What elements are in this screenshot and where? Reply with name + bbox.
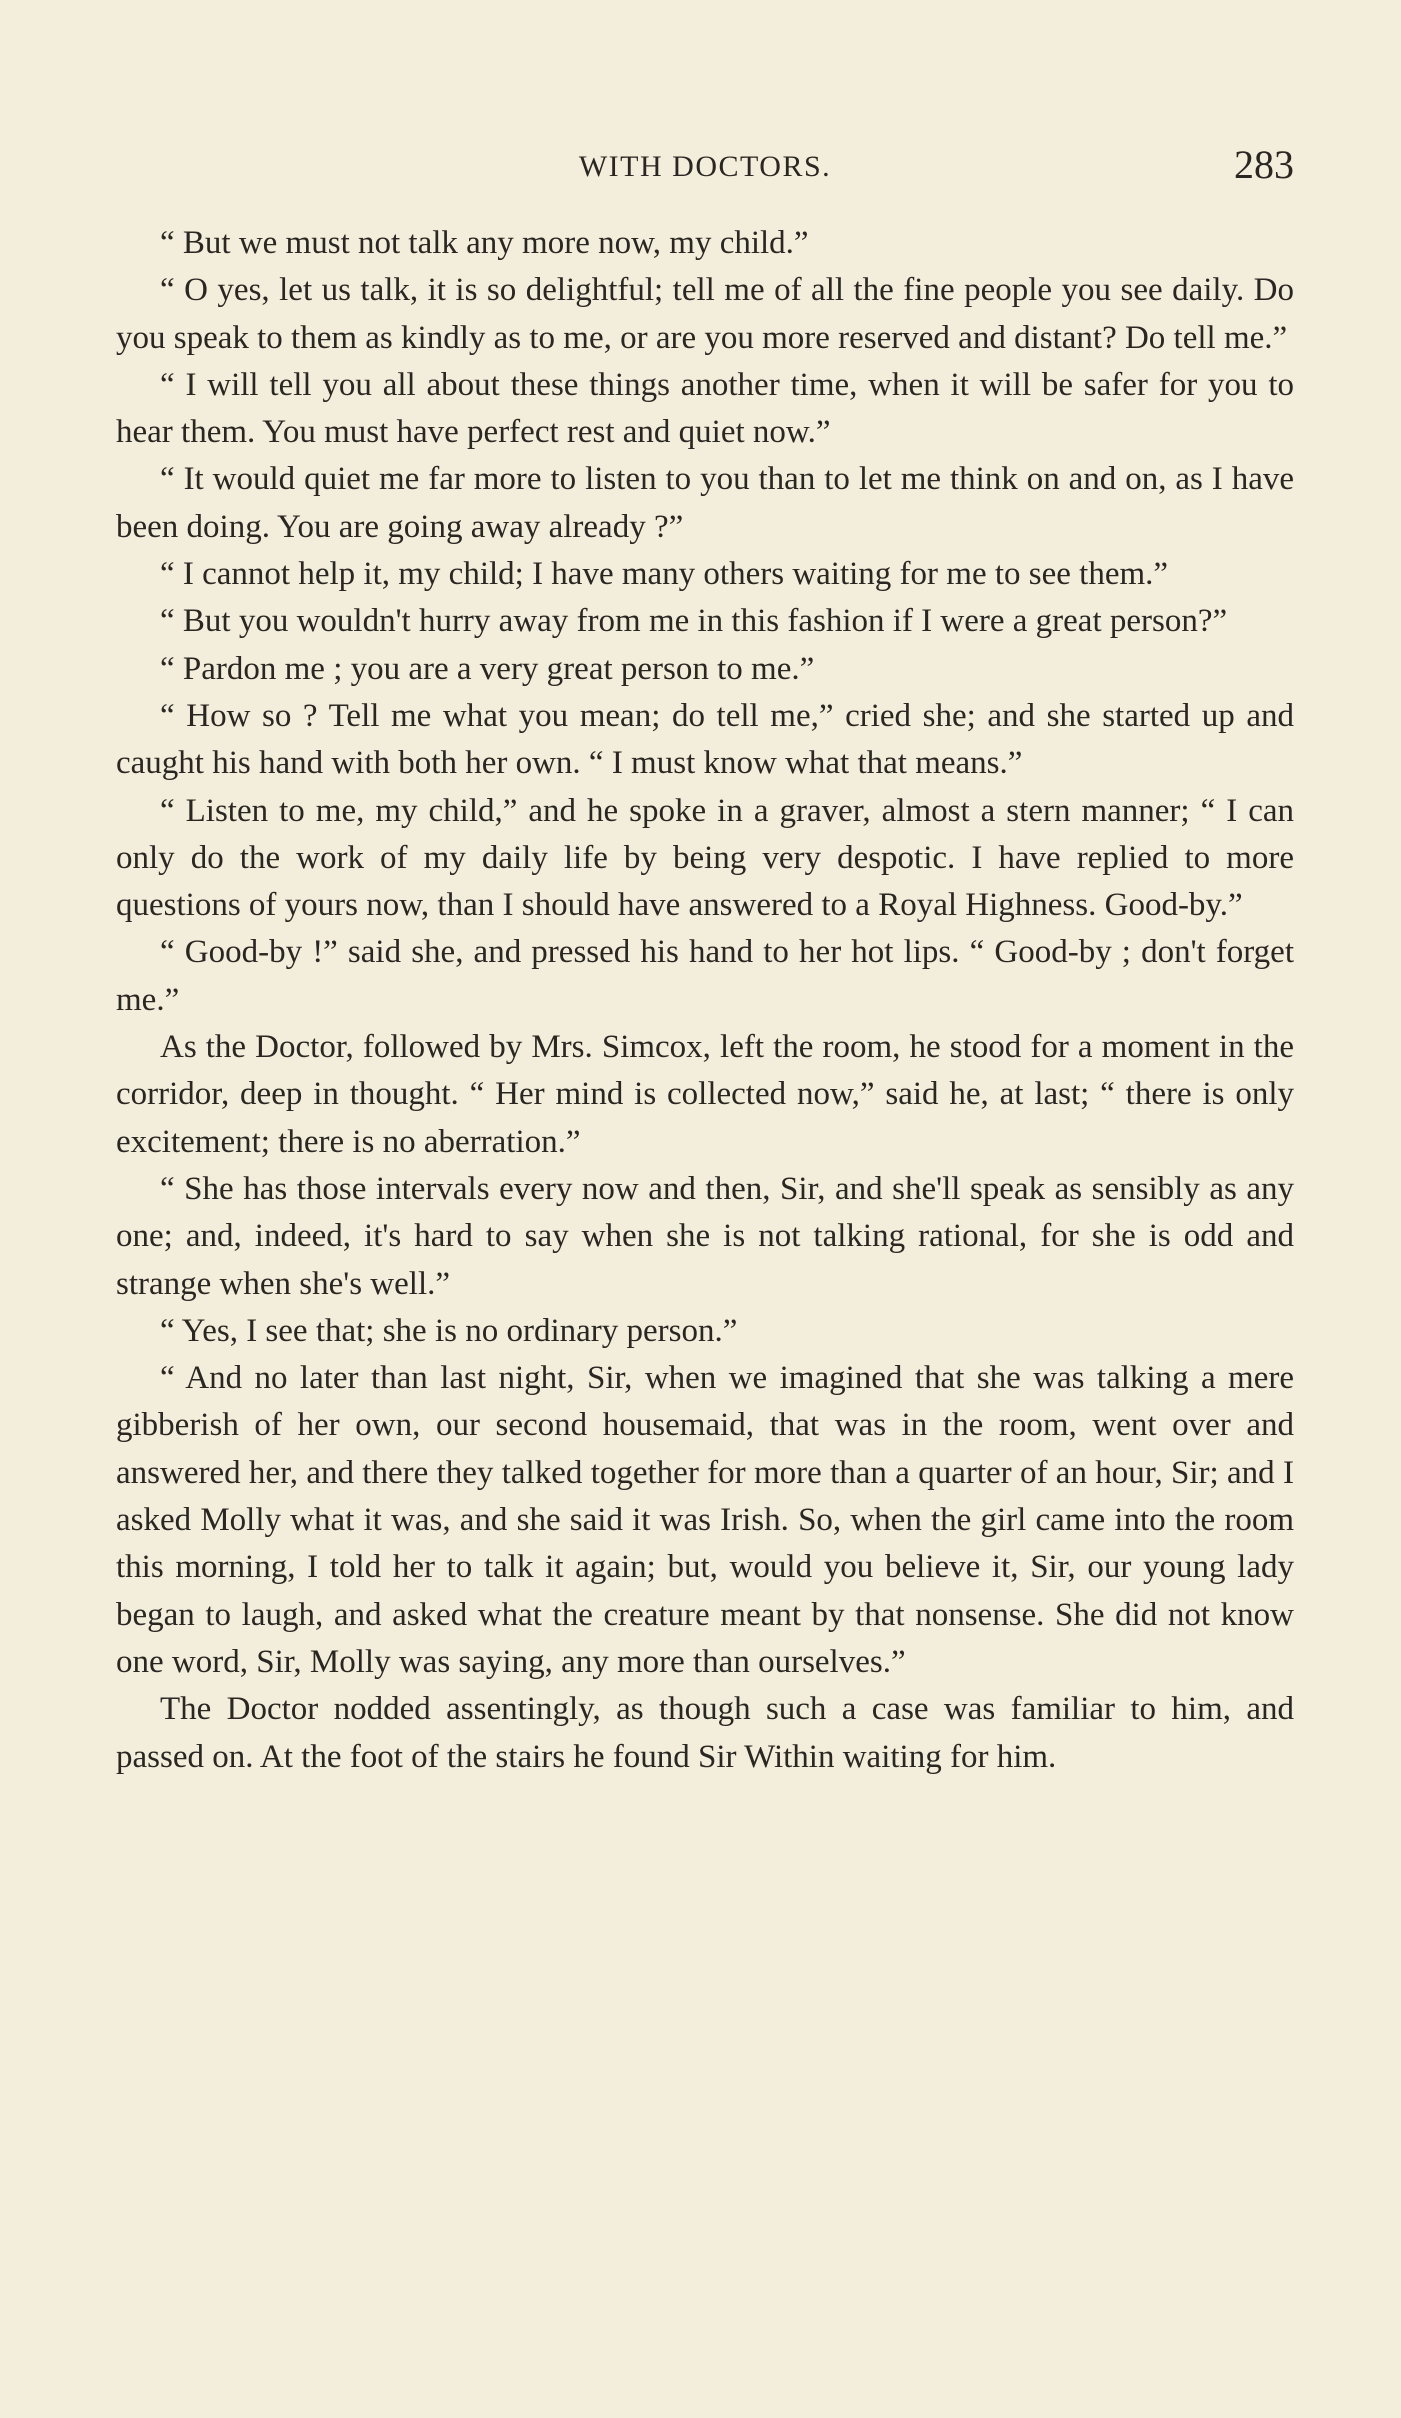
paragraph: “ O yes, let us talk, it is so delightful; tell me of all the fine people you see daily. Do you speak to them as kindly as to me, or are you more reserved and distant? Do tell me.” (116, 272, 1294, 356)
paragraph: “ She has those intervals every now and then, Sir, and she'll speak as sensibly as any one; and, indeed, it's hard to say when she is not talking rational, for she is odd and strange when she's well.” (116, 1170, 1294, 1302)
paragraph: “ Yes, I see that; she is no ordinary person.” (160, 1312, 738, 1349)
paragraph: “ How so ? Tell me what you mean; do tell me,” cried she; and she started up and caught his hand with both her own. “ I must know what that means.” (116, 697, 1294, 782)
running-head: WITH DOCTORS. (578, 150, 832, 183)
paragraph: “ Pardon me ; you are a very great person to me.” (160, 650, 815, 687)
paragraph: The Doctor nodded assentingly, as though such a case was familiar to him, and passed on. At the foot of the stairs he found Sir Within waiting for him. (116, 1691, 1294, 1775)
paragraph: “ I cannot help it, my child; I have many others waiting for me to see them.” (160, 556, 1169, 593)
page-header (116, 142, 1294, 192)
page-number: 283 (1234, 142, 1294, 187)
paragraph: “ But we must not talk any more now, my child.” (160, 225, 809, 261)
paragraph: “ And no later than last night, Sir, when we imagined that she was talking a mere gibberish of her own, our second housemaid, that was in the room, went over and answered her, and there they talked together for more than a quarter of an hour, Sir; and I asked Molly what it was, and she said it was Irish. So, when the girl came into the room this morning, I told her to talk it again; but, would you believe it, Sir, our young lady began to laugh, and asked what the creature meant by that nonsense. She did not know one word, Sir, Molly was saying, any more than ourselves.” (116, 1360, 1294, 1680)
paragraph: As the Doctor, followed by Mrs. Simcox, left the room, he stood for a moment in the corridor, deep in thought. “ Her mind is collected now,” said he, at last; “ there is only excitement; there is no aberration.” (116, 1029, 1294, 1160)
paragraph: “ I will tell you all about these things another time, when it will be safer for you to hear them. You must have perfect rest and quiet now.” (116, 366, 1294, 451)
paragraph: “ Listen to me, my child,” and he spoke in a graver, almost a stern manner; “ I can only do the work of my daily life by being very despotic. I have replied to more questions of yours now, than I should have answered to a Royal Highness. Good-by.” (116, 792, 1294, 924)
body-text (116, 220, 1294, 1781)
paragraph: “ Good-by !” said she, and pressed his hand to her hot lips. “ Good-by ; don't forget me.” (116, 934, 1294, 1018)
paragraph: “ It would quiet me far more to listen to you than to let me think on and on, as I have been doing. You are going away already ?” (116, 461, 1294, 545)
paragraph: “ But you wouldn't hurry away from me in this fashion if I were a great person?” (160, 603, 1228, 640)
